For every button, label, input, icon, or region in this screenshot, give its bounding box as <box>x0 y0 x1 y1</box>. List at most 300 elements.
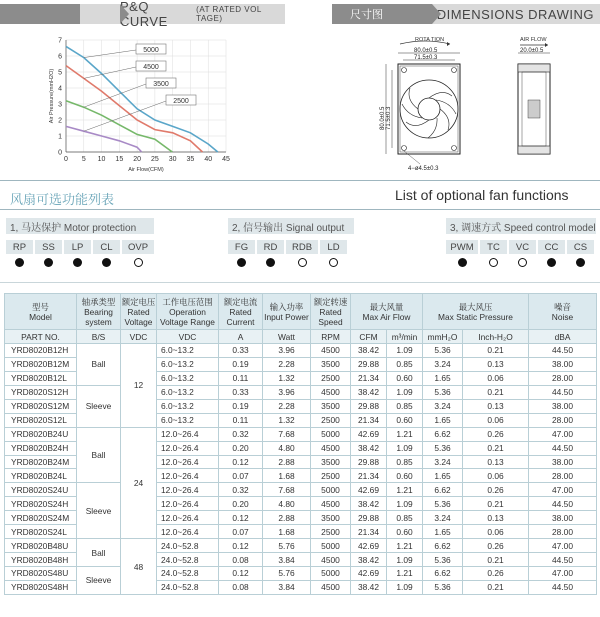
table-row <box>5 385 597 399</box>
inch-cell: 0.26 <box>463 483 529 497</box>
inch-cell: 0.13 <box>463 511 529 525</box>
unit-cell: RPM <box>311 330 351 344</box>
cfm-cell: 42.69 <box>351 567 387 581</box>
m3-cell: 1.09 <box>387 497 423 511</box>
x-tick-label: 5 <box>81 156 86 163</box>
supported-dot-icon <box>102 258 111 267</box>
cfm-cell: 29.88 <box>351 455 387 469</box>
mmh2o-cell: 5.36 <box>423 497 463 511</box>
header-pressure <box>423 294 529 330</box>
m3-cell: 1.21 <box>387 427 423 441</box>
cfm-cell: 38.42 <box>351 344 387 358</box>
series-label: 5000 <box>143 47 159 54</box>
pq-arrow <box>120 4 129 24</box>
noise-cell: 38.00 <box>529 357 597 371</box>
current-cell: 0.33 <box>219 344 263 358</box>
optional-ring-icon <box>489 258 498 267</box>
feature-code: RP <box>6 240 33 254</box>
feature-code: RDB <box>286 240 318 254</box>
voltage-cell: 24 <box>121 427 157 539</box>
range-cell: 12.0~26.4 <box>157 427 219 441</box>
unit-cell: m³/min <box>387 330 423 344</box>
header-noise <box>529 294 597 330</box>
rpm-cell: 3500 <box>311 511 351 525</box>
feature-code: CL <box>93 240 120 254</box>
feature-code: RD <box>257 240 284 254</box>
supported-dot-icon <box>15 258 24 267</box>
y-tick-label: 7 <box>58 37 62 45</box>
range-cell: 6.0~13.2 <box>157 385 219 399</box>
range-cell: 12.0~26.4 <box>157 525 219 539</box>
supported-dot-icon <box>547 258 556 267</box>
range-cell: 24.0~52.8 <box>157 567 219 581</box>
rpm-cell: 2500 <box>311 371 351 385</box>
feature-codes-signal-output <box>228 240 349 254</box>
x-tick-label: 0 <box>64 156 68 163</box>
m3-cell: 1.09 <box>387 580 423 594</box>
noise-cell: 44.50 <box>529 497 597 511</box>
inch-cell: 0.21 <box>463 553 529 567</box>
inch-cell: 0.21 <box>463 385 529 399</box>
mmh2o-cell: 5.36 <box>423 553 463 567</box>
feature-label-signal-output: 2, 信号输出 Signal output <box>228 218 354 234</box>
power-cell: 3.96 <box>263 344 311 358</box>
header-speed <box>311 294 351 330</box>
range-cell: 12.0~26.4 <box>157 455 219 469</box>
feature-code: LD <box>320 240 347 254</box>
x-tick-label: 45 <box>222 156 230 163</box>
noise-cell: 38.00 <box>529 511 597 525</box>
pq-curve-tab-dark <box>0 4 80 24</box>
y-tick-label: 0 <box>58 149 62 157</box>
hole-label: 4−ø4.5±0.3 <box>408 166 439 172</box>
depth-label: 20.0±0.5 <box>520 48 544 54</box>
current-cell: 0.33 <box>219 385 263 399</box>
feature-marks-signal-output <box>228 256 349 268</box>
y-tick-label: 5 <box>58 69 62 77</box>
current-cell: 0.07 <box>219 525 263 539</box>
table-row <box>5 483 597 497</box>
power-cell: 1.68 <box>263 525 311 539</box>
cfm-cell: 21.34 <box>351 413 387 427</box>
range-cell: 12.0~26.4 <box>157 483 219 497</box>
header-current-text: 额定电流 Rated Current <box>223 296 258 327</box>
cfm-cell: 38.42 <box>351 497 387 511</box>
rpm-cell: 5000 <box>311 539 351 553</box>
divider <box>0 282 600 283</box>
spec-table-body <box>5 344 597 595</box>
header-power <box>263 294 311 330</box>
current-cell: 0.32 <box>219 483 263 497</box>
feature-codes-speed-control <box>446 240 596 254</box>
power-cell: 2.28 <box>263 357 311 371</box>
cfm-cell: 42.69 <box>351 483 387 497</box>
noise-cell: 44.50 <box>529 441 597 455</box>
range-cell: 12.0~26.4 <box>157 497 219 511</box>
cfm-cell: 38.42 <box>351 580 387 594</box>
power-cell: 2.28 <box>263 399 311 413</box>
range-cell: 24.0~52.8 <box>157 539 219 553</box>
m3-cell: 1.21 <box>387 539 423 553</box>
power-cell: 7.68 <box>263 483 311 497</box>
y-tick-label: 1 <box>58 133 62 141</box>
y-tick-label: 6 <box>58 53 62 61</box>
power-cell: 2.88 <box>263 511 311 525</box>
header-model <box>5 294 77 330</box>
supported-dot-icon <box>576 258 585 267</box>
header-airflow-text: 最大风量 Max Air Flow <box>362 301 411 322</box>
model-cell: YRD8020B12L <box>5 371 77 385</box>
m3-cell: 1.21 <box>387 567 423 581</box>
power-cell: 1.32 <box>263 371 311 385</box>
range-cell: 6.0~13.2 <box>157 399 219 413</box>
current-cell: 0.20 <box>219 497 263 511</box>
inch-cell: 0.13 <box>463 357 529 371</box>
mmh2o-cell: 3.24 <box>423 455 463 469</box>
range-cell: 12.0~26.4 <box>157 441 219 455</box>
inch-cell: 0.06 <box>463 469 529 483</box>
current-cell: 0.12 <box>219 455 263 469</box>
mmh2o-cell: 5.36 <box>423 385 463 399</box>
model-cell: YRD8020S48H <box>5 580 77 594</box>
rpm-cell: 4500 <box>311 580 351 594</box>
unit-cell: PART NO. <box>5 330 77 344</box>
model-cell: YRD8020S24H <box>5 497 77 511</box>
inch-cell: 0.13 <box>463 455 529 469</box>
rpm-cell: 4500 <box>311 385 351 399</box>
m3-cell: 1.09 <box>387 385 423 399</box>
rpm-cell: 4500 <box>311 441 351 455</box>
inch-cell: 0.26 <box>463 567 529 581</box>
rotation-label: ROTA TION <box>415 37 445 43</box>
m3-cell: 1.09 <box>387 441 423 455</box>
supported-dot-icon <box>266 258 275 267</box>
dimensions-drawing <box>370 30 600 180</box>
noise-cell: 47.00 <box>529 483 597 497</box>
m3-cell: 0.85 <box>387 357 423 371</box>
range-cell: 6.0~13.2 <box>157 371 219 385</box>
x-tick-label: 40 <box>204 156 213 163</box>
rpm-cell: 4500 <box>311 344 351 358</box>
model-cell: YRD8020B24L <box>5 469 77 483</box>
model-cell: YRD8020S12M <box>5 399 77 413</box>
y-tick-label: 3 <box>58 101 62 109</box>
x-tick-label: 15 <box>115 156 124 163</box>
inch-cell: 0.21 <box>463 580 529 594</box>
power-cell: 3.84 <box>263 553 311 567</box>
header-power-text: 输入功率 Input Power <box>264 301 309 322</box>
spec-table <box>4 293 597 595</box>
current-cell: 0.12 <box>219 567 263 581</box>
series-label: 4500 <box>143 64 159 71</box>
noise-cell: 47.00 <box>529 567 597 581</box>
header-model-text: 型号 Model <box>29 301 52 322</box>
mmh2o-cell: 5.36 <box>423 344 463 358</box>
cfm-cell: 42.69 <box>351 539 387 553</box>
current-cell: 0.19 <box>219 399 263 413</box>
noise-cell: 47.00 <box>529 427 597 441</box>
unit-cell: Watt <box>263 330 311 344</box>
feature-codes-motor-protection <box>6 240 156 254</box>
header-noise-text: 噪音 Noise <box>551 301 574 322</box>
rpm-cell: 3500 <box>311 455 351 469</box>
cfm-cell: 29.88 <box>351 399 387 413</box>
bearing-cell: Sleeve <box>77 385 121 427</box>
unit-cell: CFM <box>351 330 387 344</box>
x-tick-label: 30 <box>168 156 177 163</box>
m3-cell: 1.09 <box>387 553 423 567</box>
x-tick-label: 35 <box>186 156 195 163</box>
model-cell: YRD8020B12M <box>5 357 77 371</box>
dimensions-cn-bar <box>332 4 432 24</box>
feature-code: VC <box>509 240 536 254</box>
mount-hole-icon <box>402 146 407 151</box>
rpm-cell: 2500 <box>311 525 351 539</box>
power-cell: 5.76 <box>263 567 311 581</box>
series-leader-line <box>84 67 136 78</box>
noise-cell: 47.00 <box>529 539 597 553</box>
header-bearing <box>77 294 121 330</box>
mmh2o-cell: 6.62 <box>423 567 463 581</box>
unit-cell: A <box>219 330 263 344</box>
rpm-cell: 5000 <box>311 427 351 441</box>
rpm-cell: 4500 <box>311 553 351 567</box>
m3-cell: 0.60 <box>387 371 423 385</box>
m3-cell: 0.60 <box>387 469 423 483</box>
mmh2o-cell: 5.36 <box>423 580 463 594</box>
dimensions-en-bar <box>432 4 600 24</box>
dimensions-title-en: DIMENSIONS DRAWING <box>436 6 594 22</box>
series-label: 2500 <box>173 98 189 105</box>
bearing-cell: Ball <box>77 344 121 386</box>
current-cell: 0.11 <box>219 413 263 427</box>
mmh2o-cell: 6.62 <box>423 483 463 497</box>
range-cell: 12.0~26.4 <box>157 511 219 525</box>
airflow-label: AIR FLOW <box>520 37 547 43</box>
cfm-cell: 42.69 <box>351 427 387 441</box>
power-cell: 2.88 <box>263 455 311 469</box>
rpm-cell: 3500 <box>311 399 351 413</box>
header-range <box>157 294 219 330</box>
x-tick-label: 25 <box>150 156 159 163</box>
bearing-cell: Ball <box>77 427 121 483</box>
range-cell: 12.0~26.4 <box>157 469 219 483</box>
power-cell: 3.84 <box>263 580 311 594</box>
inch-cell: 0.21 <box>463 441 529 455</box>
feature-code: FG <box>228 240 255 254</box>
rpm-cell: 5000 <box>311 567 351 581</box>
y-axis-label: Air Pressure(mmH2O) <box>49 68 55 124</box>
feature-label-speed-control: 3, 调速方式 Speed control model <box>446 218 596 234</box>
model-cell: YRD8020S24M <box>5 511 77 525</box>
range-cell: 6.0~13.2 <box>157 357 219 371</box>
mmh2o-cell: 3.24 <box>423 399 463 413</box>
model-cell: YRD8020S12L <box>5 413 77 427</box>
unit-cell: Inch-H₂O <box>463 330 529 344</box>
noise-cell: 28.00 <box>529 469 597 483</box>
power-cell: 4.80 <box>263 497 311 511</box>
inch-cell: 0.06 <box>463 525 529 539</box>
current-cell: 0.12 <box>219 539 263 553</box>
height-outer-label: 80.0±0.5 <box>380 106 386 130</box>
feature-code: TC <box>480 240 507 254</box>
mmh2o-cell: 1.65 <box>423 469 463 483</box>
optional-ring-icon <box>518 258 527 267</box>
section-title-en: List of optional fan functions <box>395 187 569 203</box>
cfm-cell: 38.42 <box>351 385 387 399</box>
inch-cell: 0.21 <box>463 344 529 358</box>
inch-cell: 0.06 <box>463 371 529 385</box>
pq-curve-title-bar <box>80 0 285 29</box>
range-cell: 24.0~52.8 <box>157 580 219 594</box>
mmh2o-cell: 1.65 <box>423 371 463 385</box>
mmh2o-cell: 5.36 <box>423 441 463 455</box>
m3-cell: 0.85 <box>387 511 423 525</box>
noise-cell: 38.00 <box>529 399 597 413</box>
x-axis-label: Air Flow(CFM) <box>128 167 164 173</box>
supported-dot-icon <box>458 258 467 267</box>
feature-marks-speed-control <box>446 256 596 268</box>
feature-code: OVP <box>122 240 154 254</box>
model-cell: YRD8020S12H <box>5 385 77 399</box>
feature-marks-motor-protection <box>6 256 156 268</box>
header-range-text: 工作电压范围 Operation Voltage Range <box>160 296 215 327</box>
m3-cell: 0.60 <box>387 525 423 539</box>
feature-code: PWM <box>446 240 478 254</box>
mmh2o-cell: 3.24 <box>423 511 463 525</box>
current-cell: 0.32 <box>219 427 263 441</box>
cfm-cell: 29.88 <box>351 357 387 371</box>
range-cell: 6.0~13.2 <box>157 413 219 427</box>
unit-cell: VDC <box>157 330 219 344</box>
current-cell: 0.20 <box>219 441 263 455</box>
mount-hole-icon <box>452 68 457 73</box>
model-cell: YRD8020B24M <box>5 455 77 469</box>
inch-cell: 0.26 <box>463 539 529 553</box>
dimensions-title-cn: 尺寸图 <box>350 9 383 21</box>
noise-cell: 38.00 <box>529 455 597 469</box>
m3-cell: 1.09 <box>387 344 423 358</box>
cfm-cell: 21.34 <box>351 469 387 483</box>
optional-ring-icon <box>298 258 307 267</box>
bearing-cell: Ball <box>77 539 121 567</box>
x-tick-label: 20 <box>133 156 142 163</box>
cfm-cell: 38.42 <box>351 441 387 455</box>
inch-cell: 0.21 <box>463 497 529 511</box>
feature-code: LP <box>64 240 91 254</box>
bearing-cell: Sleeve <box>77 567 121 595</box>
noise-cell: 28.00 <box>529 413 597 427</box>
mmh2o-cell: 1.65 <box>423 525 463 539</box>
power-cell: 3.96 <box>263 385 311 399</box>
m3-cell: 0.85 <box>387 455 423 469</box>
header-airflow <box>351 294 423 330</box>
y-tick-label: 2 <box>58 117 62 125</box>
table-row <box>5 539 597 553</box>
feature-label-motor-protection: 1, 马达保护 Motor protection <box>6 218 154 234</box>
voltage-cell: 48 <box>121 539 157 595</box>
feature-code: CC <box>538 240 565 254</box>
rpm-cell: 4500 <box>311 497 351 511</box>
series-leader-line <box>84 50 136 58</box>
model-cell: YRD8020B48H <box>5 553 77 567</box>
series-label: 3500 <box>153 81 169 88</box>
cfm-cell: 21.34 <box>351 525 387 539</box>
optional-ring-icon <box>134 258 143 267</box>
supported-dot-icon <box>73 258 82 267</box>
header-voltage <box>121 294 157 330</box>
y-tick-label: 4 <box>58 85 62 93</box>
rpm-cell: 5000 <box>311 483 351 497</box>
header-speed-text: 额定转速 Rated Speed <box>313 296 348 327</box>
model-cell: YRD8020B24H <box>5 441 77 455</box>
width-inner-label: 71.5±0.3 <box>414 55 438 61</box>
model-cell: YRD8020B24U <box>5 427 77 441</box>
header-voltage-text: 额定电压 Rated Voltage <box>121 296 156 327</box>
rpm-cell: 2500 <box>311 469 351 483</box>
noise-cell: 44.50 <box>529 580 597 594</box>
pq-curve-subtitle: (AT RATED VOL TAGE) <box>196 5 262 23</box>
unit-cell: VDC <box>121 330 157 344</box>
current-cell: 0.08 <box>219 580 263 594</box>
unit-cell: dBA <box>529 330 597 344</box>
model-cell: YRD8020B48U <box>5 539 77 553</box>
power-cell: 5.76 <box>263 539 311 553</box>
cfm-cell: 29.88 <box>351 511 387 525</box>
mount-hole-icon <box>402 68 407 73</box>
m3-cell: 0.85 <box>387 399 423 413</box>
section-title-cn: 风扇可选功能列表 <box>10 192 115 207</box>
power-cell: 7.68 <box>263 427 311 441</box>
mmh2o-cell: 1.65 <box>423 413 463 427</box>
mount-hole-icon <box>452 146 457 151</box>
range-cell: 24.0~52.8 <box>157 553 219 567</box>
current-cell: 0.11 <box>219 371 263 385</box>
width-outer-label: 80.0±0.5 <box>414 48 438 54</box>
current-cell: 0.19 <box>219 357 263 371</box>
noise-cell: 44.50 <box>529 553 597 567</box>
header-bearing-text: 轴承类型 Bearing system <box>81 296 116 327</box>
table-row <box>5 427 597 441</box>
noise-cell: 44.50 <box>529 385 597 399</box>
cfm-cell: 38.42 <box>351 553 387 567</box>
divider <box>0 180 600 181</box>
model-cell: YRD8020S24U <box>5 483 77 497</box>
supported-dot-icon <box>237 258 246 267</box>
power-cell: 1.68 <box>263 469 311 483</box>
divider <box>0 209 600 210</box>
mmh2o-cell: 3.24 <box>423 357 463 371</box>
current-cell: 0.08 <box>219 553 263 567</box>
power-cell: 4.80 <box>263 441 311 455</box>
unit-cell: mmH₂O <box>423 330 463 344</box>
feature-code: SS <box>35 240 62 254</box>
model-cell: YRD8020S24L <box>5 525 77 539</box>
dim-arrow <box>432 4 441 24</box>
bearing-cell: Sleeve <box>77 483 121 539</box>
mmh2o-cell: 6.62 <box>423 539 463 553</box>
mmh2o-cell: 6.62 <box>423 427 463 441</box>
cfm-cell: 21.34 <box>351 371 387 385</box>
unit-cell: B/S <box>77 330 121 344</box>
range-cell: 6.0~13.2 <box>157 344 219 358</box>
current-cell: 0.07 <box>219 469 263 483</box>
m3-cell: 0.60 <box>387 413 423 427</box>
table-row <box>5 567 597 581</box>
noise-cell: 28.00 <box>529 525 597 539</box>
model-cell: YRD8020S48U <box>5 567 77 581</box>
pq-curve-chart <box>48 34 288 194</box>
